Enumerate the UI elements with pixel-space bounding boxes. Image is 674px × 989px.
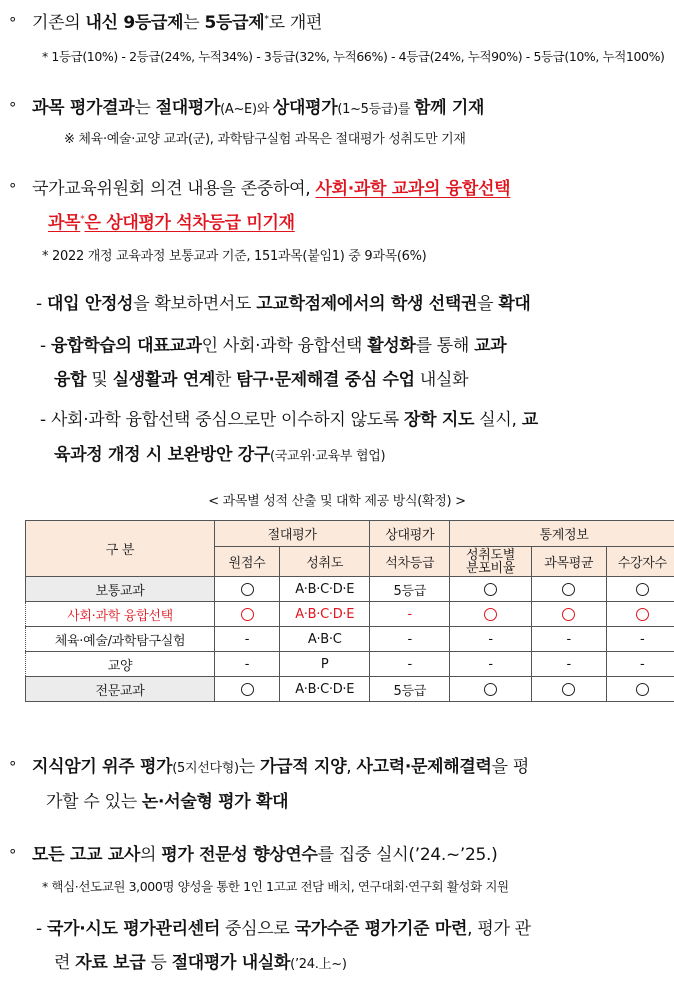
circle-mark: [562, 583, 575, 596]
fusion-line-2: [48, 208, 295, 233]
header-distribution: [450, 547, 532, 577]
text: 사고력·문제해결력: [356, 757, 492, 777]
text: 과목 평가결과: [32, 98, 135, 118]
cell-raw: [214, 577, 279, 602]
cell-average: [531, 577, 606, 602]
text: 자료 보급: [75, 953, 146, 973]
circle-mark: [562, 608, 575, 621]
text: 한: [214, 370, 237, 390]
cell-average: [531, 602, 606, 627]
cell-distribution: -: [450, 627, 532, 652]
text: 및: [86, 370, 113, 390]
cell-count: [606, 677, 674, 702]
cell-distribution: -: [450, 652, 532, 677]
circle-mark: [484, 583, 497, 596]
dash: -: [36, 919, 47, 939]
circle-mark: [562, 683, 575, 696]
cell-achievement: A·B·C·D·E: [280, 577, 370, 602]
table-caption: < 과목별 성적 산출 및 대학 제공 방식(확정) >: [208, 494, 466, 509]
row-name: 보통교과: [26, 577, 215, 602]
text: (1~5등급)를: [337, 102, 415, 117]
text: 련: [54, 953, 76, 973]
cell-count: [606, 577, 674, 602]
cell-rank: 5등급: [370, 577, 450, 602]
text: (국교위·교육부 협업): [269, 449, 386, 464]
text: 분포비율: [466, 560, 516, 576]
text: 지식암기 위주 평가: [32, 757, 173, 777]
header-category: 구 분: [26, 521, 215, 577]
cell-achievement: A·B·C·D·E: [280, 677, 370, 702]
cell-count: [606, 602, 674, 627]
table-row: [26, 627, 674, 652]
grade-table: [25, 520, 674, 702]
circle-mark: [636, 608, 649, 621]
bullet-icon: ∘: [8, 842, 18, 860]
text: 로 개편: [268, 13, 323, 33]
text: 국가수준 평가기준 마련: [294, 919, 468, 939]
text: 기존의: [32, 13, 86, 33]
text: 탐구·문제해결 중심 수업: [236, 370, 415, 390]
text: 논·서술형 평가 확대: [141, 792, 289, 812]
header-count: 수강자수: [606, 547, 674, 577]
circle-mark: [636, 683, 649, 696]
header-average: 과목평균: [531, 547, 606, 577]
text: 국가교육위원회 의견 내용을 존중하여,: [32, 179, 316, 199]
cell-raw: -: [214, 627, 279, 652]
bullet-icon: ∘: [8, 10, 18, 28]
cell-raw: [214, 602, 279, 627]
text: 를 집중 실시(’24.~’25.): [317, 845, 498, 865]
cell-rank: -: [370, 652, 450, 677]
row-name: 사회·과학 융합선택: [26, 602, 215, 627]
text: 인 사회·과학 융합선택: [201, 336, 368, 356]
training-detail-1: [36, 914, 531, 939]
text: 을: [477, 294, 499, 314]
text: 교: [521, 410, 538, 430]
text: 5등급제: [204, 13, 265, 33]
grade-reform-line: [32, 8, 322, 33]
text: 내실화: [414, 370, 469, 390]
dash: -: [40, 336, 51, 356]
cell-achievement: A·B·C·D·E: [280, 602, 370, 627]
text: 활성화: [367, 336, 416, 356]
dash: -: [36, 294, 47, 314]
text: 등: [145, 953, 172, 973]
text: (5지선다형): [172, 761, 239, 776]
fusion-detail-3-cont: [54, 440, 385, 465]
cell-achievement: A·B·C: [280, 627, 370, 652]
text: 모든 고교 교사: [32, 845, 140, 865]
table-row: [26, 577, 674, 602]
text: 고교학점제에서의 학생 선택권: [256, 294, 478, 314]
highlight-text: 과목: [48, 213, 81, 233]
text: 교과: [474, 336, 507, 356]
text: 융합: [54, 370, 87, 390]
training-note: * 핵심·선도교원 3,000명 양성을 통한 1인 1고교 전담 배치, 연구대회·연구회 활성화 지원: [42, 879, 509, 894]
table-row: [26, 652, 674, 677]
header-rank: 석차등급: [370, 547, 450, 577]
circle-mark: [241, 583, 254, 596]
text: ,: [346, 757, 357, 777]
header-absolute: 절대평가: [214, 521, 369, 547]
text: , 평가 관: [467, 919, 531, 939]
cell-raw: -: [214, 652, 279, 677]
text: 을 확보하면서도: [133, 294, 257, 314]
text: 확대: [498, 294, 531, 314]
text: 대입 안정성: [46, 294, 134, 314]
text: 을 평: [491, 757, 529, 777]
text: 사회·과학 융합선택 중심으로만 이수하지 않도록: [50, 410, 405, 430]
header-relative: 상대평가: [370, 521, 450, 547]
circle-mark: [241, 683, 254, 696]
text: 실시,: [474, 410, 522, 430]
dash: -: [40, 410, 51, 430]
text: (’24.上~): [290, 957, 347, 972]
header-raw-score: 원점수: [214, 547, 279, 577]
text: 가급적 지양: [260, 757, 347, 777]
grade-ratio-note: * 1등급(10%) - 2등급(24%, 누적34%) - 3등급(32%, 누적66%) - 4등급(24%, 누적90%) - 5등급(10%, 누적100%): [42, 49, 665, 64]
cell-distribution: [450, 602, 532, 627]
cell-rank: -: [370, 602, 450, 627]
text: 내신 9등급제: [85, 13, 184, 33]
circle-mark: [241, 608, 254, 621]
text: 성취도별: [466, 547, 516, 563]
text: 는: [134, 98, 156, 118]
text: 융합학습의 대표교과: [50, 336, 202, 356]
text: 평가 전문성 향상연수: [161, 845, 318, 865]
essay-line-1: [32, 752, 529, 777]
text: 가할 수 있는: [46, 792, 142, 812]
bullet-icon: ∘: [8, 95, 18, 113]
bullet-icon: ∘: [8, 176, 18, 194]
highlight-text: 은 상대평가 석차등급 미기재: [84, 213, 295, 233]
cell-average: [531, 677, 606, 702]
text: 는: [238, 757, 260, 777]
row-name: 교양: [26, 652, 215, 677]
highlight-text: 사회·과학 교과의 융합선택: [315, 179, 511, 199]
row-name: 전문교과: [26, 677, 215, 702]
circle-mark: [484, 683, 497, 696]
fusion-detail-3: [40, 405, 538, 430]
cell-rank: -: [370, 627, 450, 652]
text: 육과정 개정 시 보완방안 강구: [54, 445, 270, 465]
cell-count: -: [606, 652, 674, 677]
fusion-line-1: [32, 174, 510, 199]
cell-distribution: [450, 677, 532, 702]
cell-count: -: [606, 627, 674, 652]
text: 절대평가: [155, 98, 221, 118]
footnote-mark: *: [80, 214, 85, 225]
training-line: [32, 840, 497, 865]
header-achievement: 성취도: [280, 547, 370, 577]
cell-average: -: [531, 627, 606, 652]
cell-rank: 5등급: [370, 677, 450, 702]
text: 는: [183, 13, 205, 33]
row-name: 체육·예술/과학탐구실험: [26, 627, 215, 652]
circle-mark: [484, 608, 497, 621]
fusion-detail-2-cont: [54, 365, 468, 390]
circle-mark: [636, 583, 649, 596]
text: (A~E)와: [220, 102, 273, 117]
evaluation-line: [32, 93, 484, 118]
cell-distribution: [450, 577, 532, 602]
text: 상대평가: [272, 98, 338, 118]
table-row: [26, 602, 674, 627]
text: 의: [139, 845, 162, 865]
evaluation-note: ※ 체육·예술·교양 교과(군), 과학탐구실험 과목은 절대평가 성취도만 기재: [64, 132, 466, 147]
cell-raw: [214, 677, 279, 702]
text: 실생활과 연계: [112, 370, 215, 390]
fusion-detail-2: [40, 331, 506, 356]
table-row: [26, 677, 674, 702]
fusion-detail-1: [36, 289, 531, 314]
bullet-icon: ∘: [8, 754, 18, 772]
text: 국가·시도 평가관리센터: [46, 919, 220, 939]
essay-line-2: [46, 787, 288, 812]
text: 중심으로: [219, 919, 295, 939]
training-detail-1-cont: [54, 948, 347, 973]
text: 를 통해: [415, 336, 475, 356]
fusion-note: * 2022 개정 교육과정 보통교과 기준, 151과목(붙임1) 중 9과목(6%): [42, 249, 427, 264]
text: 장학 지도: [404, 410, 475, 430]
footnote-mark: *: [264, 14, 269, 25]
header-statistics: 통계정보: [450, 521, 674, 547]
cell-average: -: [531, 652, 606, 677]
text: 함께 기재: [414, 98, 485, 118]
text: 절대평가 내실화: [171, 953, 291, 973]
cell-achievement: P: [280, 652, 370, 677]
